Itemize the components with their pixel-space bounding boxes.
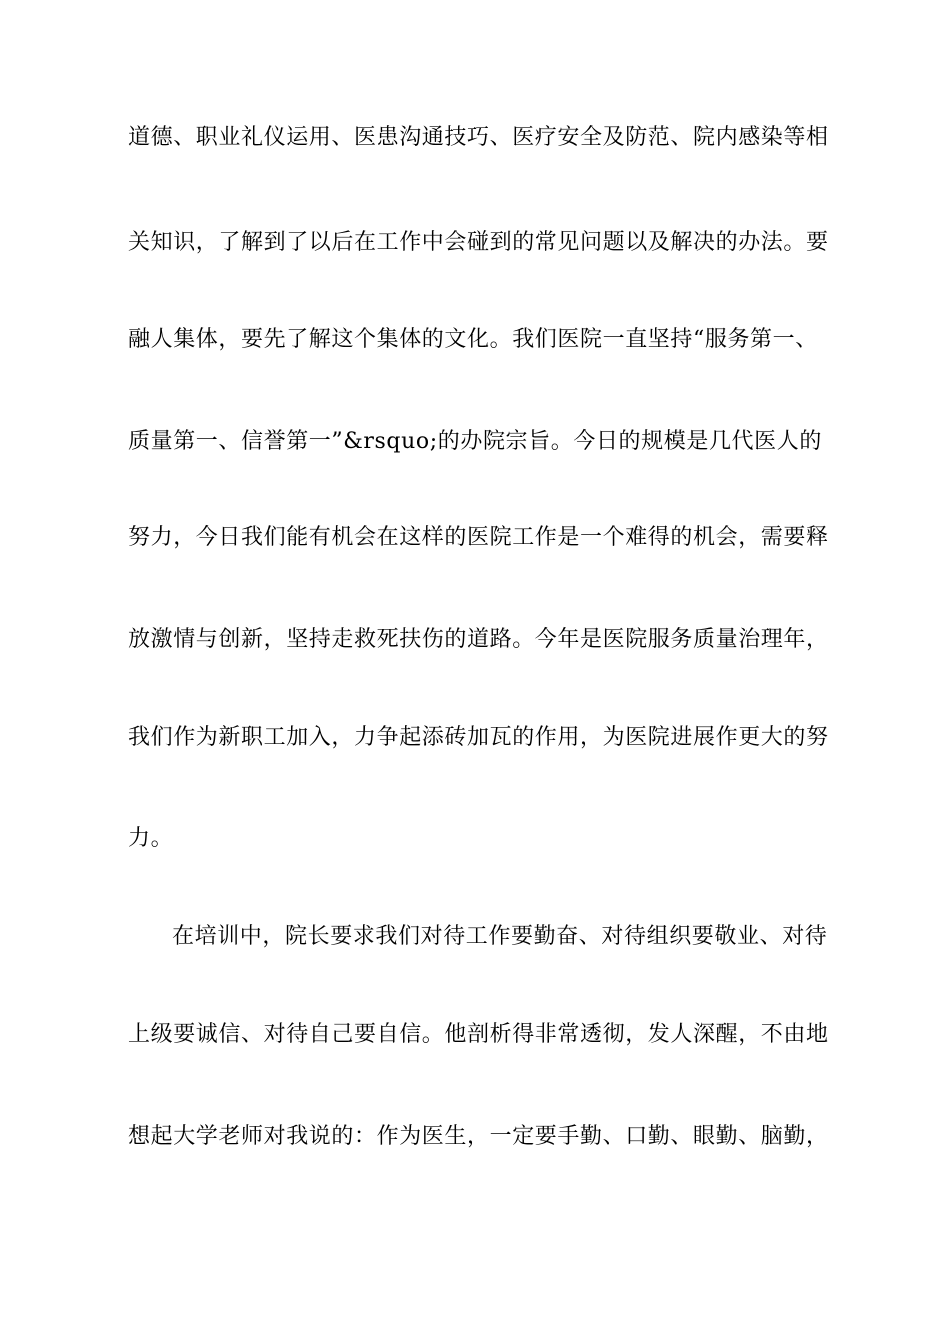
text-line: 关知识，了解到了以后在工作中会碰到的常见问题以及解决的办法。要 [128,230,829,255]
text-line: 想起大学老师对我说的：作为医生，一定要手勤、口勤、眼勤、脑勤， [128,1124,829,1149]
text-line: 我们作为新职工加入，力争起添砖加瓦的作用，为医院进展作更大的努 [128,725,829,750]
text-line: 质量第一、信誉第一”&rsquo;的办院宗旨。今日的规模是几代医人的 [128,429,822,454]
text-line: 上级要诚信、对待自己要自信。他剖析得非常透彻，发人深醒，不由地 [128,1022,829,1047]
text-line: 融人集体，要先了解这个集体的文化。我们医院一直坚持“服务第一、 [128,327,818,352]
text-line: 道德、职业礼仪运用、医患沟通技巧、医疗安全及防范、院内感染等相 [128,125,829,150]
text-line: 在培训中，院长要求我们对待工作要勤奋、对待组织要敬业、对待 [172,924,828,949]
text-line: 力。 [128,826,174,851]
text-line: 努力，今日我们能有机会在这样的医院工作是一个难得的机会，需要释 [128,525,829,550]
text-line: 放激情与创新，坚持走救死扶伤的道路。今年是医院服务质量治理年， [128,627,829,652]
